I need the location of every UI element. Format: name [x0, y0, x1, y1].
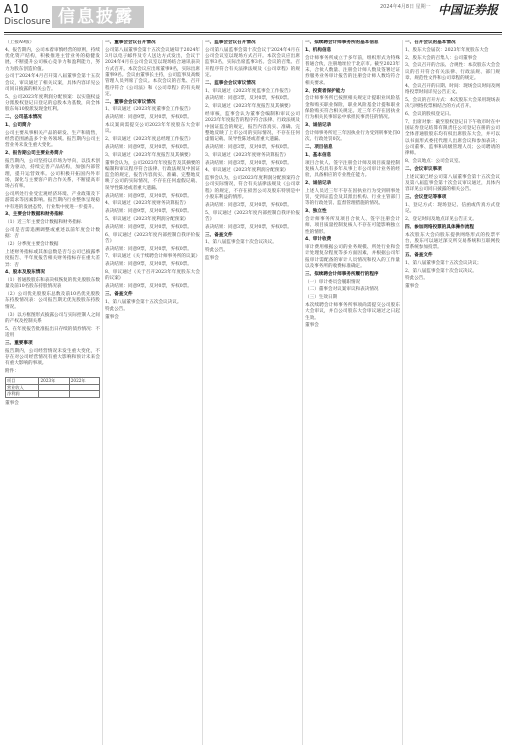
newspaper-masthead: 中国证券报 [437, 3, 498, 17]
paragraph: 表决结果：同意3票，反对0票，弃权0票。 [205, 96, 292, 102]
section-heading: 1、机构信息 [305, 47, 332, 53]
section-name-english: Disclosure [4, 17, 51, 27]
column-divider [202, 40, 203, 745]
header-rule-thin [4, 34, 502, 35]
paragraph: 5、会议的召开方式：本次股东大会采用现场表决与网络投票相结合的方式召开。 [405, 97, 500, 110]
paragraph: 特此公告。 [405, 276, 428, 282]
paragraph: 审计费用根据公司的业务规模、所处行业和会计处理复杂程度等多方面因素，并根据公司年报审计需配备的审计人员情况和投入的工作量以及事务所的收费标准确定。 [305, 245, 400, 269]
paragraph: 报告期内，公司经营情况未发生重大变化，不存在对公司经营情况有重大影响和预计未来会有重大影响的事项。 [5, 348, 100, 367]
paragraph: 表决结果：同意9票，反对0票，弃权0票。 [105, 193, 192, 199]
paragraph: 4、报告期内，公司本着审慎经营的原则，持续优化资产结构，积极推进主营业务的稳健发展，不断提升公司核心竞争力和盈利能力，努力为股东创造价值。 [5, 47, 100, 72]
paragraph: 2、审议通过《2023年年度报告及其摘要》 [205, 104, 294, 110]
paragraph: 表决结果：同意3票，反对0票，弃权0票。 [205, 202, 292, 208]
section-heading: 一、监事会会议召开情况 [205, 40, 256, 45]
paragraph: 公司于2024年4月召开第八届董事会第十五次会议，审议通过了相关议案，具体内容详见公司同日披露的相关公告。 [5, 74, 100, 93]
paragraph: 7、审议通过《关于续聘会计师事务所的议案》 [105, 254, 200, 260]
paragraph: 表决结果：同意3票，反对0票，弃权0票。 [205, 160, 292, 166]
paragraph: 4、审议通过《2023年度利润分配预案》 [205, 168, 289, 174]
paragraph: （2）公司优先股股东总数及前10名优先股股东持股情况表：公司报告期无优先股股东持股情况。 [5, 292, 100, 310]
paragraph: 5、公司2023年度利润分配预案：以实施权益分派股权登记日登记的总股本为基数，向全体股东每10股派发现金红利。 [5, 94, 100, 113]
paragraph: 项目合伙人、签字注册会计师及项目质量控制复核人均具有多年从事上市公司审计业务的经验，具备相应的专业胜任能力。 [305, 160, 400, 179]
paragraph: 本议案尚需提交公司2023年年度股东大会审议。 [105, 123, 200, 135]
page-header [0, 0, 506, 34]
section-heading: 四、参加网络投票的具体操作流程 [405, 224, 474, 230]
section-heading: 一、召开会议的基本情况 [405, 40, 456, 45]
table-cell: 项目 [6, 378, 39, 385]
paragraph: 本次股东大会向股东提供网络形式的投票平台，股东可以通过深交所交易系统和互联网投票系统参加投票。 [405, 232, 500, 251]
paragraph: （1）近三年主要会计数据和财务指标 [5, 220, 82, 226]
paragraph: 2、审议通过《2023年度总经理工作报告》 [105, 137, 194, 143]
paragraph: 公司主要从事相关产品的研发、生产和销售，经营范围涵盖多个业务领域。报告期内公司主营业务未发生重大变化。 [5, 130, 100, 149]
table-cell: 净利润 [6, 391, 39, 398]
paragraph: 6、会议的股权登记日。 [405, 111, 454, 117]
paragraph: 公司第八届监事会第十次会议于2024年4月在公司会议室以现场方式召开。本次会议应出席监事3名，实际出席监事3名。会议的召集、召开程序符合有关法律法规及《公司章程》的规定。 [205, 47, 300, 78]
paragraph: 上述议案已经公司第八届董事会第十五次会议及第八届监事会第十次会议审议通过，具体内容详见公司同日披露的相关公告。 [405, 174, 500, 193]
section-heading: 3、主要会计数据和财务指标 [5, 212, 64, 218]
paragraph: 公司所处行业受宏观经济环境、产业政策及下游需求等因素影响。报告期内行业整体呈现稳中有进的发展态势，行业集中度进一步提升。 [5, 192, 100, 210]
paragraph: 本次续聘会计师事务所事项尚需提交公司股东大会审议，并自公司股东大会审议通过之日起生效。 [305, 302, 400, 321]
paragraph: 会计师事务所近三年因执业行为受到刑事处罚0次、行政处罚0次。 [305, 130, 400, 143]
paragraph: （3）以方框图形式披露公司与实际控制人之间的产权及控制关系 [5, 312, 100, 324]
paragraph: 1、第八届监事会第十次会议决议。 [205, 240, 277, 246]
paragraph: 1、审议通过《2023年度董事会工作报告》 [105, 107, 194, 113]
section-heading: 4、股本及股东情况 [5, 270, 45, 276]
section-heading: 1、公司简介 [5, 123, 32, 129]
signature: 董事会 [305, 323, 319, 329]
paragraph: 表决结果：同意9票，反对0票，弃权0票。 [105, 284, 192, 290]
paragraph: 1、第八届董事会第十五次会议决议； [405, 260, 482, 266]
column-divider [302, 40, 303, 745]
section-heading: 二、董事会会议审议情况 [105, 99, 156, 105]
section-heading: 1、基本信息 [305, 152, 332, 158]
paragraph: 1、股东大会届次：2023年年度股东大会 [405, 47, 489, 53]
data-table [5, 377, 100, 398]
section-heading: 2、诚信记录 [305, 180, 332, 186]
section-heading: 一、董事会会议召开情况 [105, 40, 156, 45]
paragraph: 3、会议召开的合法、合规性：本次股东大会会议的召开符合有关法律、行政法规、部门规章、规范性文件和公司章程的规定。 [405, 63, 500, 81]
paragraph: 特此公告。 [105, 307, 128, 313]
table-cell [39, 391, 69, 398]
table-row [6, 391, 100, 398]
column-divider [102, 40, 103, 745]
section-heading: 二、监事会会议审议情况 [205, 80, 256, 86]
paragraph: 经审核，监事会认为董事会编制和审议公司2023年年度报告的程序符合法律、行政法规及中国证监会的规定，报告内容真实、准确、完整地反映了上市公司的实际情况，不存在任何虚假记载、误导性陈述或者重大遗漏。 [205, 111, 300, 143]
paragraph: （三）生效日期 [305, 295, 338, 301]
paragraph: 表决结果：同意9票，反对0票，弃权0票。 [105, 144, 192, 150]
paragraph: 2、第八届监事会第十次会议决议。 [405, 268, 477, 274]
section-heading: 3、诚信记录 [305, 123, 332, 129]
article-column [205, 40, 300, 745]
column-divider [402, 40, 403, 745]
paragraph: 5、审议通过《2023年度利润分配预案》 [105, 216, 189, 222]
article-column [405, 40, 500, 745]
paragraph: 4、审议通过《2023年度财务决算报告》 [105, 201, 189, 207]
section-heading: 三、备查文件 [105, 291, 133, 297]
paragraph: 表决结果：同意3票，反对0票，弃权0票。 [205, 224, 292, 230]
paragraph: 会计师事务所及项目合伙人、签字注册会计师、项目质量控制复核人不存在可能影响独立性的情形。 [305, 216, 400, 235]
section-heading: 二、会议审议事项 [405, 166, 442, 172]
paragraph: 7、出席对象：截至股权登记日下午收市时在中国证券登记结算有限责任公司登记在册的公司全体普通股股东均有权出席股东大会，并可以以书面形式委托代理人出席会议和参加表决；公司董事、监事和高级管理人员；公司聘请的律师。 [405, 119, 500, 157]
section-heading: 一、拟续聘会计师事务所的基本信息 [305, 40, 379, 45]
paragraph: 公司第八届董事会第十五次会议通知于2024年3月以电子邮件及专人送达方式发出，会议于2024年4月在公司会议室以现场结合通讯表决方式召开。本次会议应出席董事9名，实际出席董事9名。会议由董事长主持，公司监事及高级管理人员列席了会议。本次会议的召集、召开程序符合《公司法》和《公司章程》的有关规定。 [105, 47, 200, 97]
paragraph: 表决结果：同意9票，反对0票，弃权0票。 [105, 262, 192, 268]
paragraph: 报告期内，公司坚持以市场为导向，以技术创新为驱动，持续完善产品结构，加强内部管理，提升运营效率。公司积极开拓国内外市场，深化与主要客户的合作关系，不断提高市场占有率。 [5, 159, 100, 190]
signature: 董事会 [5, 400, 19, 406]
section-heading: 三、拟续聘会计师事务所履行的程序 [305, 271, 379, 277]
paragraph: （二）董事会对议案审议和表决情况 [305, 287, 379, 293]
paragraph: 1、审议通过《2023年度监事会工作报告》 [205, 88, 294, 94]
paragraph: 附件： [5, 368, 19, 374]
article-column [105, 40, 200, 745]
section-heading: 2、投资者保护能力 [305, 88, 345, 94]
paragraph: 会计师事务所成立于多年前，组织形式为特殊普通合伙，注册地址位于北京市。截至2023年末，合伙人数量、注册会计师人数及签署过证券服务业务审计报告的注册会计师人数均符合相关要求。 [305, 55, 400, 86]
paragraph: （1）普通股股东和表决权恢复的优先股股东数量及前10名股东持股情况表 [5, 278, 100, 290]
section-heading: 三、会议登记等事项 [405, 195, 447, 201]
paragraph: 上述人员近三年不存在因执业行为受到刑事处罚，受到证监会及其派出机构、行业主管部门等的行政处罚、监督管理措施的情况。 [305, 188, 400, 207]
paragraph: 会计师事务所已按照相关规定计提职业风险基金和购买职业保险，职业风险基金计提和职业保险购买符合相关规定。近三年不存在因执业行为相关民事诉讼中承担民事责任的情况。 [305, 96, 400, 121]
paragraph: 8、审议通过《关于召开2023年年度股东大会的议案》 [105, 270, 200, 282]
paragraph: 8、会议地点：公司会议室。 [405, 159, 464, 165]
paragraph: 1、第八届董事会第十五次会议决议。 [105, 299, 182, 305]
table-cell: 2022年 [69, 378, 99, 385]
table-cell [69, 391, 99, 398]
section-heading: 二、项目信息 [305, 144, 333, 150]
paragraph: 监事会认为，公司2023年度利润分配预案符合公司实际情况，符合有关法律法规及《公司章程》的规定，不存在损害公司及股东特别是中小股东利益的情形。 [205, 176, 300, 201]
paragraph: 2、登记时间及地点详见公告正文。 [405, 216, 477, 222]
publication-date: 2024年4月8日 星期一 [380, 4, 431, 10]
paragraph: 表决结果：同意9票，反对0票，弃权0票。 [105, 224, 192, 230]
signature: 董事会 [405, 284, 419, 290]
section-heading: 3、独立性 [305, 209, 327, 215]
header-rule [4, 32, 502, 33]
paragraph: 5、审议通过《2023年度内部控制自我评价报告》 [205, 210, 300, 222]
paragraph: 4、会议召开的日期、时间：现场会议时间及网络投票时间详见公告正文。 [405, 83, 500, 96]
signature: 监事会 [205, 255, 219, 261]
page-number: A10 [4, 2, 29, 16]
paragraph: 2、股东大会的召集人：公司董事会 [405, 55, 477, 61]
article-column [5, 40, 100, 745]
paragraph: 1、登记方式：现场登记、信函或传真方式登记。 [405, 202, 500, 215]
paragraph: 3、审议通过《2023年度财务决算报告》 [205, 152, 289, 158]
section-heading: 三、备查文件 [205, 232, 233, 238]
table-cell: 2023年 [39, 378, 69, 385]
section-heading: 2、报告期公司主要业务简介 [5, 151, 64, 157]
paragraph: 表决结果：同意9票，反对0票，弃权0票。 [105, 246, 192, 252]
paragraph: 特此公告。 [205, 248, 228, 254]
section-heading: 五、备查文件 [405, 252, 433, 258]
paragraph: 3、审议通过《2023年年度报告及其摘要》 [105, 152, 194, 158]
paragraph: （2）分季度主要会计数据 [5, 242, 59, 248]
table-cell: 营业收入 [6, 384, 39, 391]
paragraph: （一）审计委员会履职情况 [305, 279, 361, 285]
section-heading: 二、公司基本情况 [5, 115, 42, 121]
paragraph: （上接A9版） [5, 40, 35, 45]
section-heading: 三、重要事项 [5, 340, 33, 346]
paragraph: 表决结果：同意9票，反对0票，弃权0票。 [105, 209, 192, 215]
paragraph: 5、在年度报告批准报出日存续的债券情况：不适用 [5, 326, 100, 338]
paragraph: 表决结果：同意3票，反对0票，弃权0票。 [205, 144, 292, 150]
section-title: 信息披露 [58, 7, 134, 27]
section-heading: 4、审计收费 [305, 237, 332, 243]
paragraph: 董事会认为，公司2023年年度报告及其摘要的编制和审议程序符合法律、行政法规及中国证监会的规定，报告内容真实、准确、完整地反映了公司的实际情况，不存在任何虚假记载、误导性陈述或者重大遗漏。 [105, 160, 200, 191]
signature: 董事会 [105, 315, 119, 321]
paragraph: 上述财务指标或其加总数是否与公司已披露季度报告、半年度报告相关财务指标存在重大差异：否 [5, 249, 100, 268]
paragraph: 表决结果：同意9票，反对0票，弃权0票。 [105, 115, 192, 121]
paragraph: 6、审议通过《2023年度内部控制自我评价报告》 [105, 232, 200, 244]
paragraph: 公司是否需追溯调整或重述以前年度会计数据：否 [5, 228, 100, 240]
article-column [305, 40, 400, 745]
